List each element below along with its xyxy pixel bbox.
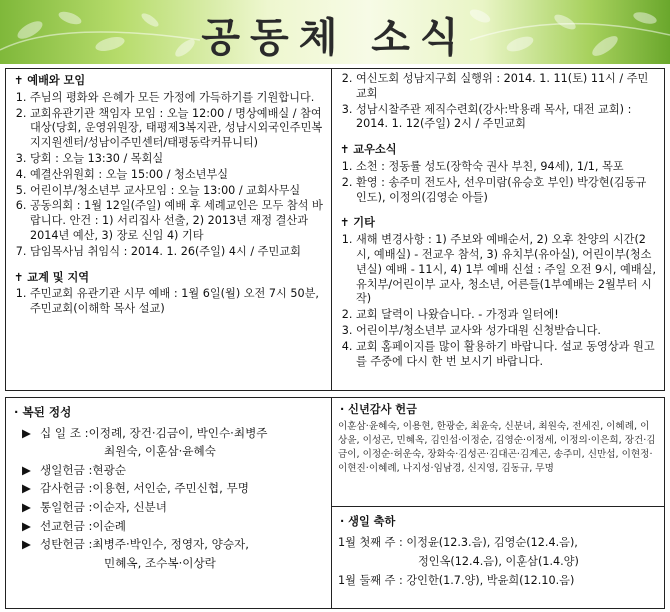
offering-row: ▶ 십 일 조 : 이정례, 장건·김금이, 박인수·최병주 [22, 424, 325, 443]
birthday-panel [331, 506, 665, 609]
title-banner [0, 0, 670, 64]
birthday-line: 정인옥(12.4.음), 이훈삼(1.4.양) [418, 555, 579, 568]
list-item: 3. 성남시찰주관 제직수련회(강사:박용래 목사, 대전 교회) : 2014. 1. 12(주일) 2시 / 주민교회 [356, 103, 658, 133]
list-item: 6. 공동의회 : 1월 12일(주일) 예배 후 세례교인은 모두 참석 바랍니다. 안건 : 1) 서리집사 선출, 2) 2013년 재정 결산과 2014년 예산, 3) 장로 신임 4) 기타 [30, 199, 325, 243]
section-title-community: ✝ 교계 및 지역 [14, 270, 90, 284]
list-item: 4. 예결산위원회 : 오늘 15:00 / 청소년부실 [30, 168, 325, 183]
list-item: 3. 당회 : 오늘 13:30 / 목회실 [30, 152, 325, 167]
offering-row: 민혜옥, 조수복·이상락 [104, 555, 216, 570]
offering-list [12, 424, 325, 573]
birthday-line: 1월 둘째 주 : 강인한(1.7.양), 박윤희(12.10.음) [338, 574, 575, 587]
worship-meetings-panel [5, 68, 332, 391]
section-title-offering: · 복된 정성 [14, 405, 72, 419]
arrow-icon: ▶ [22, 425, 31, 440]
list-item: 2. 교회 달력이 나왔습니다. - 가정과 일터에! [356, 308, 658, 323]
list-item: 1. 소천 : 정동률 성도(장학숙 권사 부친, 94세), 1/1, 목포 [356, 160, 658, 175]
list-item: 3. 어린이부/청소년부 교사와 성가대원 신청받습니다. [356, 324, 658, 339]
offering-row: ▶ 성탄헌금 : 최병주·박인수, 정영자, 양승자, [22, 535, 325, 554]
list-item: 4. 교회 홈페이지를 많이 활용하기 바랍니다. 설교 동영상과 원고를 주중에 다시 한 번 보시기 바랍니다. [356, 340, 658, 370]
arrow-icon: ▶ [22, 481, 31, 496]
page-title: 공동체 소식 [201, 14, 469, 61]
newyear-names: 이훈삼·윤혜숙, 이용현, 한광순, 최윤숙, 신분녀, 최원숙, 전세진, 이혜례, 이상윤, 이성곤, 민혜옥, 김인섭·이정순, 김영순·이정세, 이정의·이은희, 장건·김금이, 이정순·허운숙, 장화숙·김성곤·김대곤·김계곤, 송주미, 신만섭, 이현정·이현진·이혜례, 나지성·임남경, 신지영, 김동규, 무명 [338, 420, 656, 475]
community-list [12, 287, 325, 317]
list-item: 2. 환영 : 송주미 전도사, 선우미람(유승호 부인) 박강현(김동규 인도), 이정의(김영순 아들) [356, 176, 658, 206]
section-title-newyear: · 신년감사 헌금 [340, 403, 417, 416]
list-item: 1. 주민교회 유관기관 시무 예배 : 1월 6일(월) 오전 7시 50분, 주민교회(이해학 목사 설교) [30, 287, 325, 317]
offering-row: ▶ 생일헌금 : 현광순 [22, 461, 325, 480]
list-item: 2. 여신도회 성남지구회 실행위 : 2014. 1. 11(토) 11시 / 주민교회 [356, 72, 658, 102]
continued-list [338, 72, 658, 132]
members-list [338, 160, 658, 205]
section-title-etc: ✝ 기타 [340, 216, 375, 230]
birthday-line: 1월 첫째 주 : 이정윤(12.3.음), 김영순(12.4.음), [338, 536, 578, 549]
section-title-birthday: · 생일 축하 [340, 515, 396, 528]
offering-row: ▶ 선교헌금 : 이순례 [22, 517, 325, 536]
list-item: 1. 새해 변경사항 : 1) 주보와 예배순서, 2) 오후 찬양의 시간(2시, 예배실) - 전교우 참석, 3) 유치부(유아실), 어린이부(청소년실) 예배 - 11시, 4) 1부 예배 신설 : 주일 오전 9시, 예배실, 유치부/어린이부 교사, 청소년, 어른들(1부예배는 2월부터 시작) [356, 233, 658, 307]
news-panel [331, 68, 665, 391]
arrow-icon: ▶ [22, 462, 31, 477]
list-item: 1. 주님의 평화와 은혜가 모든 가정에 가득하기를 기원합니다. [30, 91, 325, 106]
offering-row: ▶ 통일헌금 : 이순자, 신분녀 [22, 498, 325, 517]
arrow-icon: ▶ [22, 518, 31, 533]
list-item: 5. 어린이부/청소년부 교사모임 : 오늘 13:00 / 교회사무실 [30, 184, 325, 199]
offering-row: ▶ 감사헌금 : 이용현, 서인순, 주민신협, 무명 [22, 479, 325, 498]
list-item: 2. 교회유관기관 책임자 모임 : 오늘 12:00 / 명상예배실 / 참여대상(당회, 운영위원장, 태평제3복지관, 성남시외국인주민복지지원센터/성남이주민센터/태평동락커뮤니티) [30, 107, 325, 151]
worship-list [12, 91, 325, 260]
offering-panel [5, 397, 332, 609]
offering-row: 최원숙, 이훈삼·윤혜숙 [104, 444, 216, 459]
arrow-icon: ▶ [22, 537, 31, 552]
newyear-offering-panel [331, 397, 665, 507]
list-item: 7. 담임목사님 취임식 : 2014. 1. 26(주일) 4시 / 주민교회 [30, 245, 325, 260]
etc-list [338, 233, 658, 369]
arrow-icon: ▶ [22, 499, 31, 514]
section-title-worship: ✝ 예배와 모임 [14, 74, 86, 87]
section-title-members: ✝ 교우소식 [340, 143, 397, 157]
